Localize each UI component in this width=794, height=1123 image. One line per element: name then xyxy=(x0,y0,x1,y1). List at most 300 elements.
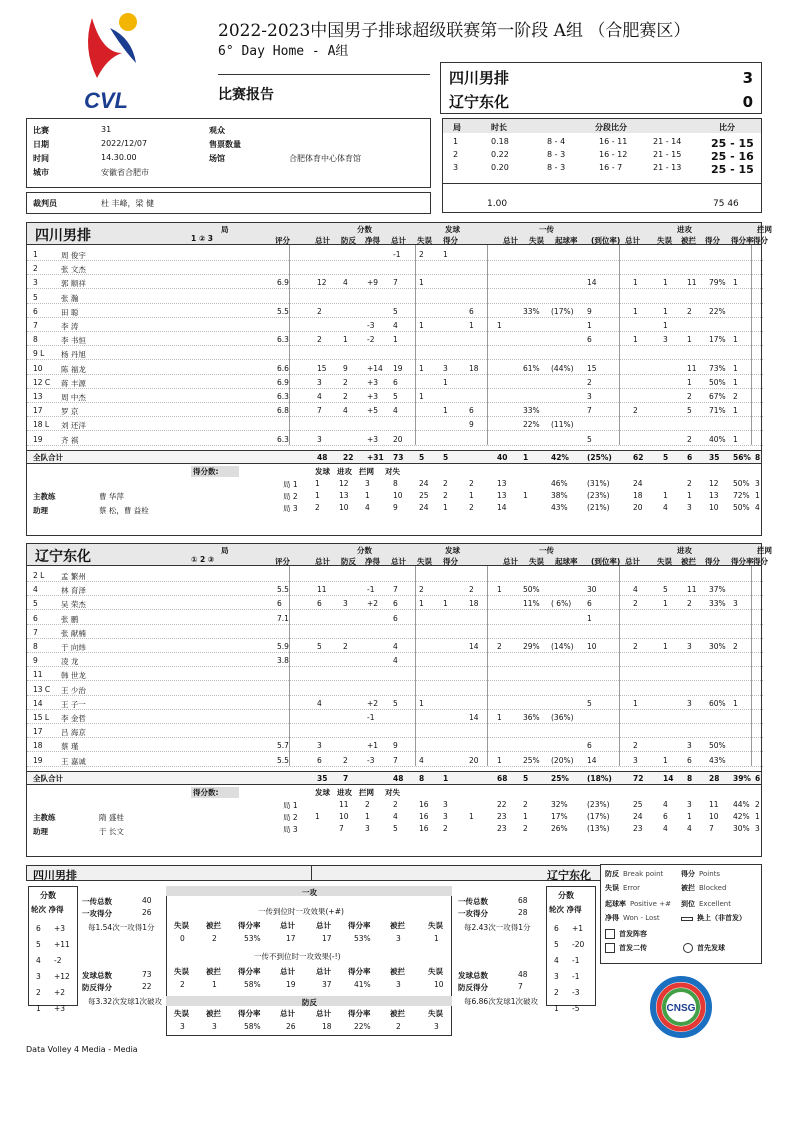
stat-cell: 14 xyxy=(469,642,479,651)
player-row xyxy=(27,639,763,653)
stat-cell: 1 xyxy=(633,698,638,708)
rotation-value: -1 xyxy=(572,956,580,965)
stat-cell: 2 xyxy=(343,392,348,401)
stat-cell: 9 xyxy=(469,420,474,430)
stat-cell: -2 xyxy=(367,335,375,345)
player-row xyxy=(27,290,763,304)
stat-cell: 1 xyxy=(419,321,424,330)
rotation-number: 5 xyxy=(554,940,559,949)
stat-cell: 9 xyxy=(343,363,348,373)
mid-col-header: 得分率 xyxy=(348,1009,371,1018)
rotation-number: 6 xyxy=(36,924,41,933)
player-name: 李 书恒 xyxy=(61,336,86,346)
mid-col-header: 失误 xyxy=(428,1009,443,1018)
mid-value: 26 xyxy=(286,1022,296,1031)
player-name: 周 俊宇 xyxy=(61,251,86,260)
set-cell: 25 - 16 xyxy=(711,150,754,163)
player-row xyxy=(27,346,763,360)
setstats-cell: 2 xyxy=(755,799,760,809)
serve-total: 48 xyxy=(518,970,528,979)
setstats-cell: 13 xyxy=(497,490,507,500)
player-name: 王 子一 xyxy=(61,699,86,709)
legend-item xyxy=(605,913,660,923)
setstats-cell: 3 xyxy=(687,502,692,512)
setstats-cell: (17%) xyxy=(587,811,610,821)
set-cell: 0.20 xyxy=(491,163,509,172)
player-number: 2 xyxy=(33,264,38,274)
legend-key: 首先发球 xyxy=(697,944,725,952)
player-row xyxy=(27,611,763,625)
player-number: 9 L xyxy=(33,349,45,359)
stat-cell: 2 xyxy=(497,642,502,651)
mid-col-header: 被拦 xyxy=(206,921,221,930)
rotation-title: 分数 xyxy=(40,891,56,900)
stat-cell: 4 xyxy=(633,585,638,595)
team-name: 四川男排 xyxy=(35,228,91,244)
setstats-cell: 局 3 xyxy=(283,824,298,834)
setstats-cell: 2 xyxy=(443,490,448,500)
stat-cell: 1 xyxy=(663,599,668,609)
total-cell: 40 xyxy=(497,452,508,462)
defense-title: 防反 xyxy=(302,998,317,1007)
stat-cell: 6.3 xyxy=(277,434,289,444)
legend-desc: Positive +# xyxy=(630,900,671,908)
mid-col-header: 得分率 xyxy=(238,1009,261,1018)
player-name: 张 文杰 xyxy=(61,265,86,275)
stat-cell: 4 xyxy=(393,406,398,416)
column-header: 得分 xyxy=(753,557,768,566)
total-cell: 5 xyxy=(663,452,669,462)
stat-cell: 1 xyxy=(393,335,398,345)
legend-key: 换上（非首发） xyxy=(697,914,746,922)
set-cell: 8 - 4 xyxy=(547,137,566,146)
player-number: 19 xyxy=(33,434,43,444)
column-header: 得分 xyxy=(705,557,720,566)
setstats-cell: 20 xyxy=(633,502,643,512)
player-name: 王 嘉诚 xyxy=(61,756,86,766)
setstats-cell: 25 xyxy=(633,799,643,809)
legend-item xyxy=(619,929,647,939)
setstats-cell: 9 xyxy=(393,502,398,512)
setstats-header: 拦网 xyxy=(359,466,374,476)
setstats-cell: 12 xyxy=(339,478,349,488)
player-row xyxy=(27,332,763,346)
setstats-cell: 局 1 xyxy=(283,479,298,489)
rotation-number: 1 xyxy=(554,1004,559,1013)
total-cell: 39% xyxy=(733,773,751,783)
stat-cell: (44%) xyxy=(551,363,574,373)
stat-cell: 6.9 xyxy=(277,278,289,288)
column-header: 总计 xyxy=(625,557,640,566)
setstats-cell: 2 xyxy=(315,502,320,512)
stat-cell: 1 xyxy=(733,278,738,288)
total-cell: 22 xyxy=(343,452,354,462)
group-header: 一传 xyxy=(539,225,554,234)
column-header: 被拦 xyxy=(681,557,696,566)
set-cell: 21 - 13 xyxy=(653,163,682,172)
total-cell: 5 xyxy=(419,452,425,462)
setstats-cell: 50% xyxy=(733,502,750,512)
total-cell: 8 xyxy=(419,773,425,783)
column-header: 得分 xyxy=(705,236,720,245)
mid-col-header: 得分率 xyxy=(348,921,371,930)
set-cell: 16 - 7 xyxy=(599,163,623,172)
stat-cell: 3 xyxy=(343,599,348,609)
stat-cell: 9 xyxy=(393,741,398,751)
rotation-number: 5 xyxy=(36,940,41,949)
stat-cell: 1 xyxy=(733,406,738,416)
player-number: 8 xyxy=(33,335,38,345)
player-row xyxy=(27,582,763,596)
stat-cell: 6 xyxy=(393,599,398,609)
rotation-value: -3 xyxy=(572,988,580,997)
total-cell: 1 xyxy=(443,773,449,783)
team2-name: 辽宁东化 xyxy=(449,93,510,111)
rotation-header: 轮次 净得 xyxy=(31,905,64,914)
mid-col-header: 得分率 xyxy=(348,967,371,976)
mid-value: 3 xyxy=(434,1022,439,1031)
setstats-cell: 13 xyxy=(497,478,507,488)
stat-cell: 15 xyxy=(317,363,327,373)
mid-value: 58% xyxy=(244,1022,261,1031)
setstats-header: 进攻 xyxy=(337,787,352,797)
setstats-cell: 16 xyxy=(419,823,429,833)
stat-cell: 1 xyxy=(497,585,502,595)
total-cell: (25%) xyxy=(587,452,612,462)
legend-item xyxy=(681,883,726,893)
player-name: 周 中杰 xyxy=(61,393,86,402)
player-row xyxy=(27,625,763,639)
stat-cell: 20 xyxy=(469,755,479,765)
setstats-cell: 1 xyxy=(687,490,692,500)
setstats-cell: 23 xyxy=(497,811,507,821)
column-header: (到位率) xyxy=(591,557,621,566)
mid-col-header: 被拦 xyxy=(206,967,221,976)
stat-cell: 1 xyxy=(587,613,592,623)
rotation-value: +3 xyxy=(54,924,66,933)
setstats-cell: 32% xyxy=(551,799,568,809)
stat-cell: 1 xyxy=(687,335,692,345)
total-cell: 42% xyxy=(551,452,569,462)
stat-cell: 2 xyxy=(587,377,592,387)
column-header: 得分率 xyxy=(731,557,754,566)
serve-ratio: 每6.86次发球1次破攻 xyxy=(464,997,538,1006)
player-row xyxy=(27,724,763,738)
total-cell: (18%) xyxy=(587,773,612,783)
player-number: 5 xyxy=(33,292,38,302)
stat-cell: +9 xyxy=(367,278,379,288)
stat-cell: 50% xyxy=(709,741,726,751)
player-number: 7 xyxy=(33,321,38,330)
rotation-number: 1 xyxy=(36,1004,41,1013)
match-info xyxy=(26,118,431,188)
match-number: 31 xyxy=(101,125,112,134)
team1-name: 四川男排 xyxy=(449,69,510,87)
stat-cell: (14%) xyxy=(551,642,574,651)
stat-cell: 2 xyxy=(687,392,692,401)
total-cell: 5 xyxy=(443,452,449,462)
setstats-cell: 2 xyxy=(523,799,528,809)
set-cell: 16 - 11 xyxy=(599,137,628,146)
stat-cell: 43% xyxy=(709,755,726,765)
stat-cell: 5.5 xyxy=(277,306,289,316)
mid-value: 19 xyxy=(286,980,296,989)
player-number: 1 xyxy=(33,250,38,259)
good-pass-title: 一传到位时一攻效果(+#) xyxy=(258,907,344,916)
setstats-cell: 30% xyxy=(733,823,750,833)
time-label: 时间 xyxy=(33,154,49,163)
mid-value: 17 xyxy=(322,934,332,943)
stat-cell: 3 xyxy=(317,434,322,444)
total-score: 75 46 xyxy=(713,199,739,209)
sets-played: 1 ② 3 xyxy=(191,234,214,243)
break-point-label: 防反得分 xyxy=(82,983,112,992)
legend-item xyxy=(605,883,640,893)
player-number: 6 xyxy=(33,306,38,316)
setstats-cell: 1 xyxy=(315,478,320,488)
score-col: 比分 xyxy=(719,123,735,132)
player-row xyxy=(27,403,763,417)
set-cell: 25 - 15 xyxy=(711,163,754,176)
mid-col-header: 失误 xyxy=(174,967,189,976)
player-row xyxy=(27,653,763,667)
rotation-value: -20 xyxy=(572,940,585,949)
stat-cell: 50% xyxy=(709,377,726,387)
setstats-cell: 10 xyxy=(709,811,719,821)
first-attack-ratio: 每1.54次一攻得1分 xyxy=(88,923,155,932)
column-header: 失误 xyxy=(417,557,432,566)
stat-cell: +2 xyxy=(367,599,379,609)
legend-key: 首发二传 xyxy=(619,944,647,952)
rotation-number: 4 xyxy=(36,956,41,965)
set-cell: 21 - 14 xyxy=(653,137,682,146)
setstats-cell: 1 xyxy=(687,811,692,821)
setstats-cell: 7 xyxy=(709,823,714,833)
set-cell: 25 - 15 xyxy=(711,137,754,150)
set-cell: 16 - 12 xyxy=(599,150,628,159)
stat-cell: 6 xyxy=(393,377,398,387)
mid-col-header: 总计 xyxy=(280,967,295,976)
setstats-cell: 24 xyxy=(419,478,429,488)
match-city: 安徽省合肥市 xyxy=(101,168,149,177)
mid-value: 37 xyxy=(322,980,332,989)
mid-col-header: 被拦 xyxy=(390,1009,405,1018)
sets-header: 局 xyxy=(221,225,229,234)
player-name: 田 聪 xyxy=(61,307,79,317)
stat-cell: 4 xyxy=(343,406,348,416)
setstats-cell: 26% xyxy=(551,823,568,833)
group-header: 发球 xyxy=(445,546,460,555)
player-row xyxy=(27,432,763,446)
legend-item xyxy=(605,869,663,879)
setstats-cell: (23%) xyxy=(587,799,610,809)
mid-value: 2 xyxy=(180,980,185,989)
player-name: 王 少治 xyxy=(61,685,86,695)
stat-cell: 2 xyxy=(733,392,738,401)
stat-cell: 6 xyxy=(317,755,322,765)
stat-cell: +3 xyxy=(367,392,379,401)
setstats-cell: 2 xyxy=(523,823,528,833)
player-name: 罗 京 xyxy=(61,407,79,417)
setstats-cell: 3 xyxy=(443,811,448,821)
stat-cell: +5 xyxy=(367,406,379,416)
stat-cell: 1 xyxy=(419,698,424,708)
column-header: 净得 xyxy=(365,236,380,245)
column-header: 得分率 xyxy=(731,236,754,245)
setstats-cell: 4 xyxy=(365,502,370,512)
total-cell: 5 xyxy=(523,773,529,783)
stat-cell: 7.1 xyxy=(277,613,289,623)
legend-desc: Points xyxy=(699,870,721,878)
total-cell: 14 xyxy=(663,773,674,783)
stat-cell: 4 xyxy=(393,321,398,330)
rotation-number: 4 xyxy=(554,956,559,965)
serve-total: 73 xyxy=(142,970,152,979)
player-name: 杨 丹旭 xyxy=(61,350,86,360)
group-header: 一传 xyxy=(539,546,554,555)
rotation-number: 2 xyxy=(36,988,41,997)
setstats-cell: 3 xyxy=(365,478,370,488)
team1-section xyxy=(26,222,772,536)
stat-cell: 14 xyxy=(469,713,479,722)
page-title: 2022-2023中国男子排球超级联赛第一阶段 A组 （合肥赛区） xyxy=(218,21,691,41)
player-row xyxy=(27,375,763,389)
stat-cell: 6 xyxy=(587,335,592,345)
player-row xyxy=(27,710,763,724)
set-scores xyxy=(442,118,762,213)
stat-cell: 2 xyxy=(419,585,424,595)
total-cell: 25% xyxy=(551,773,569,783)
group-header: 分数 xyxy=(357,225,372,234)
setstats-cell: 4 xyxy=(687,823,692,833)
mid-value: 10 xyxy=(434,980,444,989)
setstats-cell: 4 xyxy=(663,502,668,512)
player-number: 5 xyxy=(33,599,38,609)
total-label: 全队合计 xyxy=(33,452,63,462)
mid-col-header: 得分率 xyxy=(238,967,261,976)
stat-cell: 33% xyxy=(523,406,540,416)
player-number: 4 xyxy=(33,585,38,595)
player-name: 刘 还洋 xyxy=(61,421,86,431)
total-cell: 6 xyxy=(755,773,761,783)
player-name: 于 向炜 xyxy=(61,643,86,652)
setstats-title: 得分数: xyxy=(191,787,239,798)
setstats-cell: 1 xyxy=(365,811,370,821)
stat-cell: 1 xyxy=(443,250,448,259)
setstats-cell: 72% xyxy=(733,490,750,500)
team2-score: 0 xyxy=(742,93,753,111)
stat-cell: +2 xyxy=(367,698,379,708)
column-header: 防反 xyxy=(341,557,356,566)
stat-cell: 61% xyxy=(523,363,540,373)
stat-cell: 60% xyxy=(709,698,726,708)
setstats-cell: 10 xyxy=(709,502,719,512)
setstats-cell: 4 xyxy=(663,823,668,833)
mid-value: 53% xyxy=(244,934,261,943)
stat-cell: 5.5 xyxy=(277,585,289,595)
stat-cell: 1 xyxy=(419,278,424,288)
rotation-value: +3 xyxy=(54,1004,66,1013)
player-name: 吴 荣杰 xyxy=(61,600,86,610)
player-row xyxy=(27,389,763,403)
column-header: 起球率 xyxy=(555,236,578,245)
setstats-cell: 3 xyxy=(365,823,370,833)
player-number: 8 xyxy=(33,642,38,651)
stat-cell: 6 xyxy=(317,599,322,609)
setstats-header: 对失 xyxy=(385,466,400,476)
column-header: 得分 xyxy=(753,236,768,245)
total-duration: 1.00 xyxy=(487,199,508,209)
player-name: 李 涛 xyxy=(61,322,79,331)
stat-cell: 1 xyxy=(497,755,502,765)
rotation-value: +1 xyxy=(572,924,584,933)
group-header: 进攻 xyxy=(677,546,692,555)
total-cell: 48 xyxy=(393,773,404,783)
setstats-cell: 11 xyxy=(339,799,349,809)
stat-cell: 7 xyxy=(317,406,322,416)
stat-cell: 1 xyxy=(733,434,738,444)
setstats-cell: 24 xyxy=(633,811,643,821)
total-cell: 28 xyxy=(709,773,720,783)
player-number: 3 xyxy=(33,278,38,288)
setstats-cell: 3 xyxy=(443,799,448,809)
stat-cell: 1 xyxy=(663,642,668,651)
mid-value: 1 xyxy=(434,934,439,943)
stat-cell: 6 xyxy=(587,599,592,609)
stat-cell: 67% xyxy=(709,392,726,401)
stat-cell: 4 xyxy=(343,278,348,288)
stat-cell: 4 xyxy=(419,755,424,765)
rotation-number: 2 xyxy=(554,988,559,997)
mid-value: 58% xyxy=(244,980,261,989)
total-cell: 72 xyxy=(633,773,644,783)
total-cell: 62 xyxy=(633,452,644,462)
team2-section xyxy=(26,543,772,857)
setstats-cell: 14 xyxy=(497,502,507,512)
team-total-row xyxy=(27,450,761,464)
player-name: 蔡 瑾 xyxy=(61,742,79,752)
assistant-name: 于 长文 xyxy=(99,826,124,836)
stat-cell: 30% xyxy=(709,642,726,651)
player-number: 19 xyxy=(33,755,43,765)
match-date: 2022/12/07 xyxy=(101,139,148,148)
first-pass-total-label: 一传总数 xyxy=(458,897,488,906)
score-box xyxy=(440,62,762,114)
mid-value: 18 xyxy=(322,1022,332,1031)
set-cell: 21 - 15 xyxy=(653,150,682,159)
total-cell: 35 xyxy=(709,452,720,462)
mid-value: 22% xyxy=(354,1022,371,1031)
setstats-title: 得分数: xyxy=(191,466,239,477)
setstats-cell: 局 2 xyxy=(283,812,298,822)
player-name: 张 献楠 xyxy=(61,628,86,638)
stat-cell: 19 xyxy=(393,363,403,373)
first-attack-points: 26 xyxy=(142,908,152,917)
stat-cell: 30 xyxy=(587,585,597,595)
total-cell: 1 xyxy=(523,452,529,462)
stat-cell: 29% xyxy=(523,642,540,651)
stat-cell: 1 xyxy=(733,363,738,373)
stat-cell: 3 xyxy=(687,642,692,651)
rotation-value: -1 xyxy=(572,972,580,981)
total-cell: 7 xyxy=(343,773,349,783)
mid-col-header: 失误 xyxy=(174,1009,189,1018)
setstats-cell: 13 xyxy=(339,490,349,500)
stat-cell: 1 xyxy=(419,599,424,609)
rotation-title: 分数 xyxy=(558,891,574,900)
stat-cell: 4 xyxy=(317,392,322,401)
total-cell: 68 xyxy=(497,773,508,783)
